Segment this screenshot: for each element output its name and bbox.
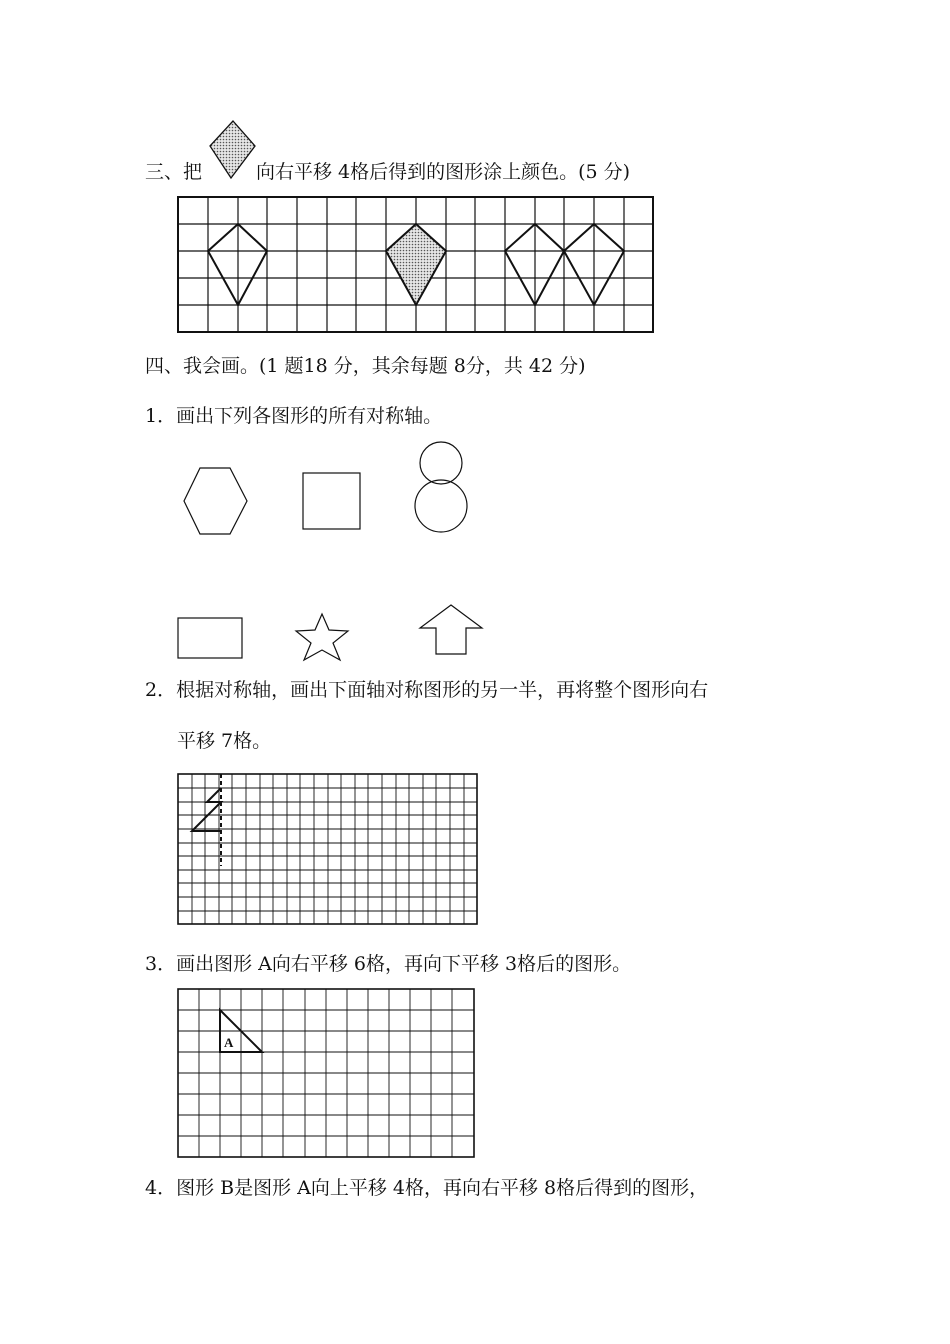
section4-heading: 四、我会画。(1 题18 分，其余每题 8分，共 42 分) <box>145 355 586 377</box>
section3-instruction: 向右平移 4格后得到的图形涂上颜色。(5 分) <box>256 161 631 183</box>
q4-text: 4．图形 B是图形 A向上平移 4格，再向右平移 8格后得到的图形， <box>145 1177 709 1199</box>
shape-a-label: A <box>224 1035 234 1050</box>
q2-line1: 2．根据对称轴，画出下面轴对称图形的另一半，再将整个图形向右 <box>145 679 709 701</box>
grid-lines <box>178 989 474 1157</box>
q1-text: 1．画出下列各图形的所有对称轴。 <box>145 405 443 427</box>
section3-prefix: 三、把 <box>145 161 203 183</box>
q3-text: 3．画出图形 A向右平移 6格，再向下平移 3格后的图形。 <box>145 953 632 975</box>
q2-line2: 平移 7格。 <box>177 730 272 752</box>
